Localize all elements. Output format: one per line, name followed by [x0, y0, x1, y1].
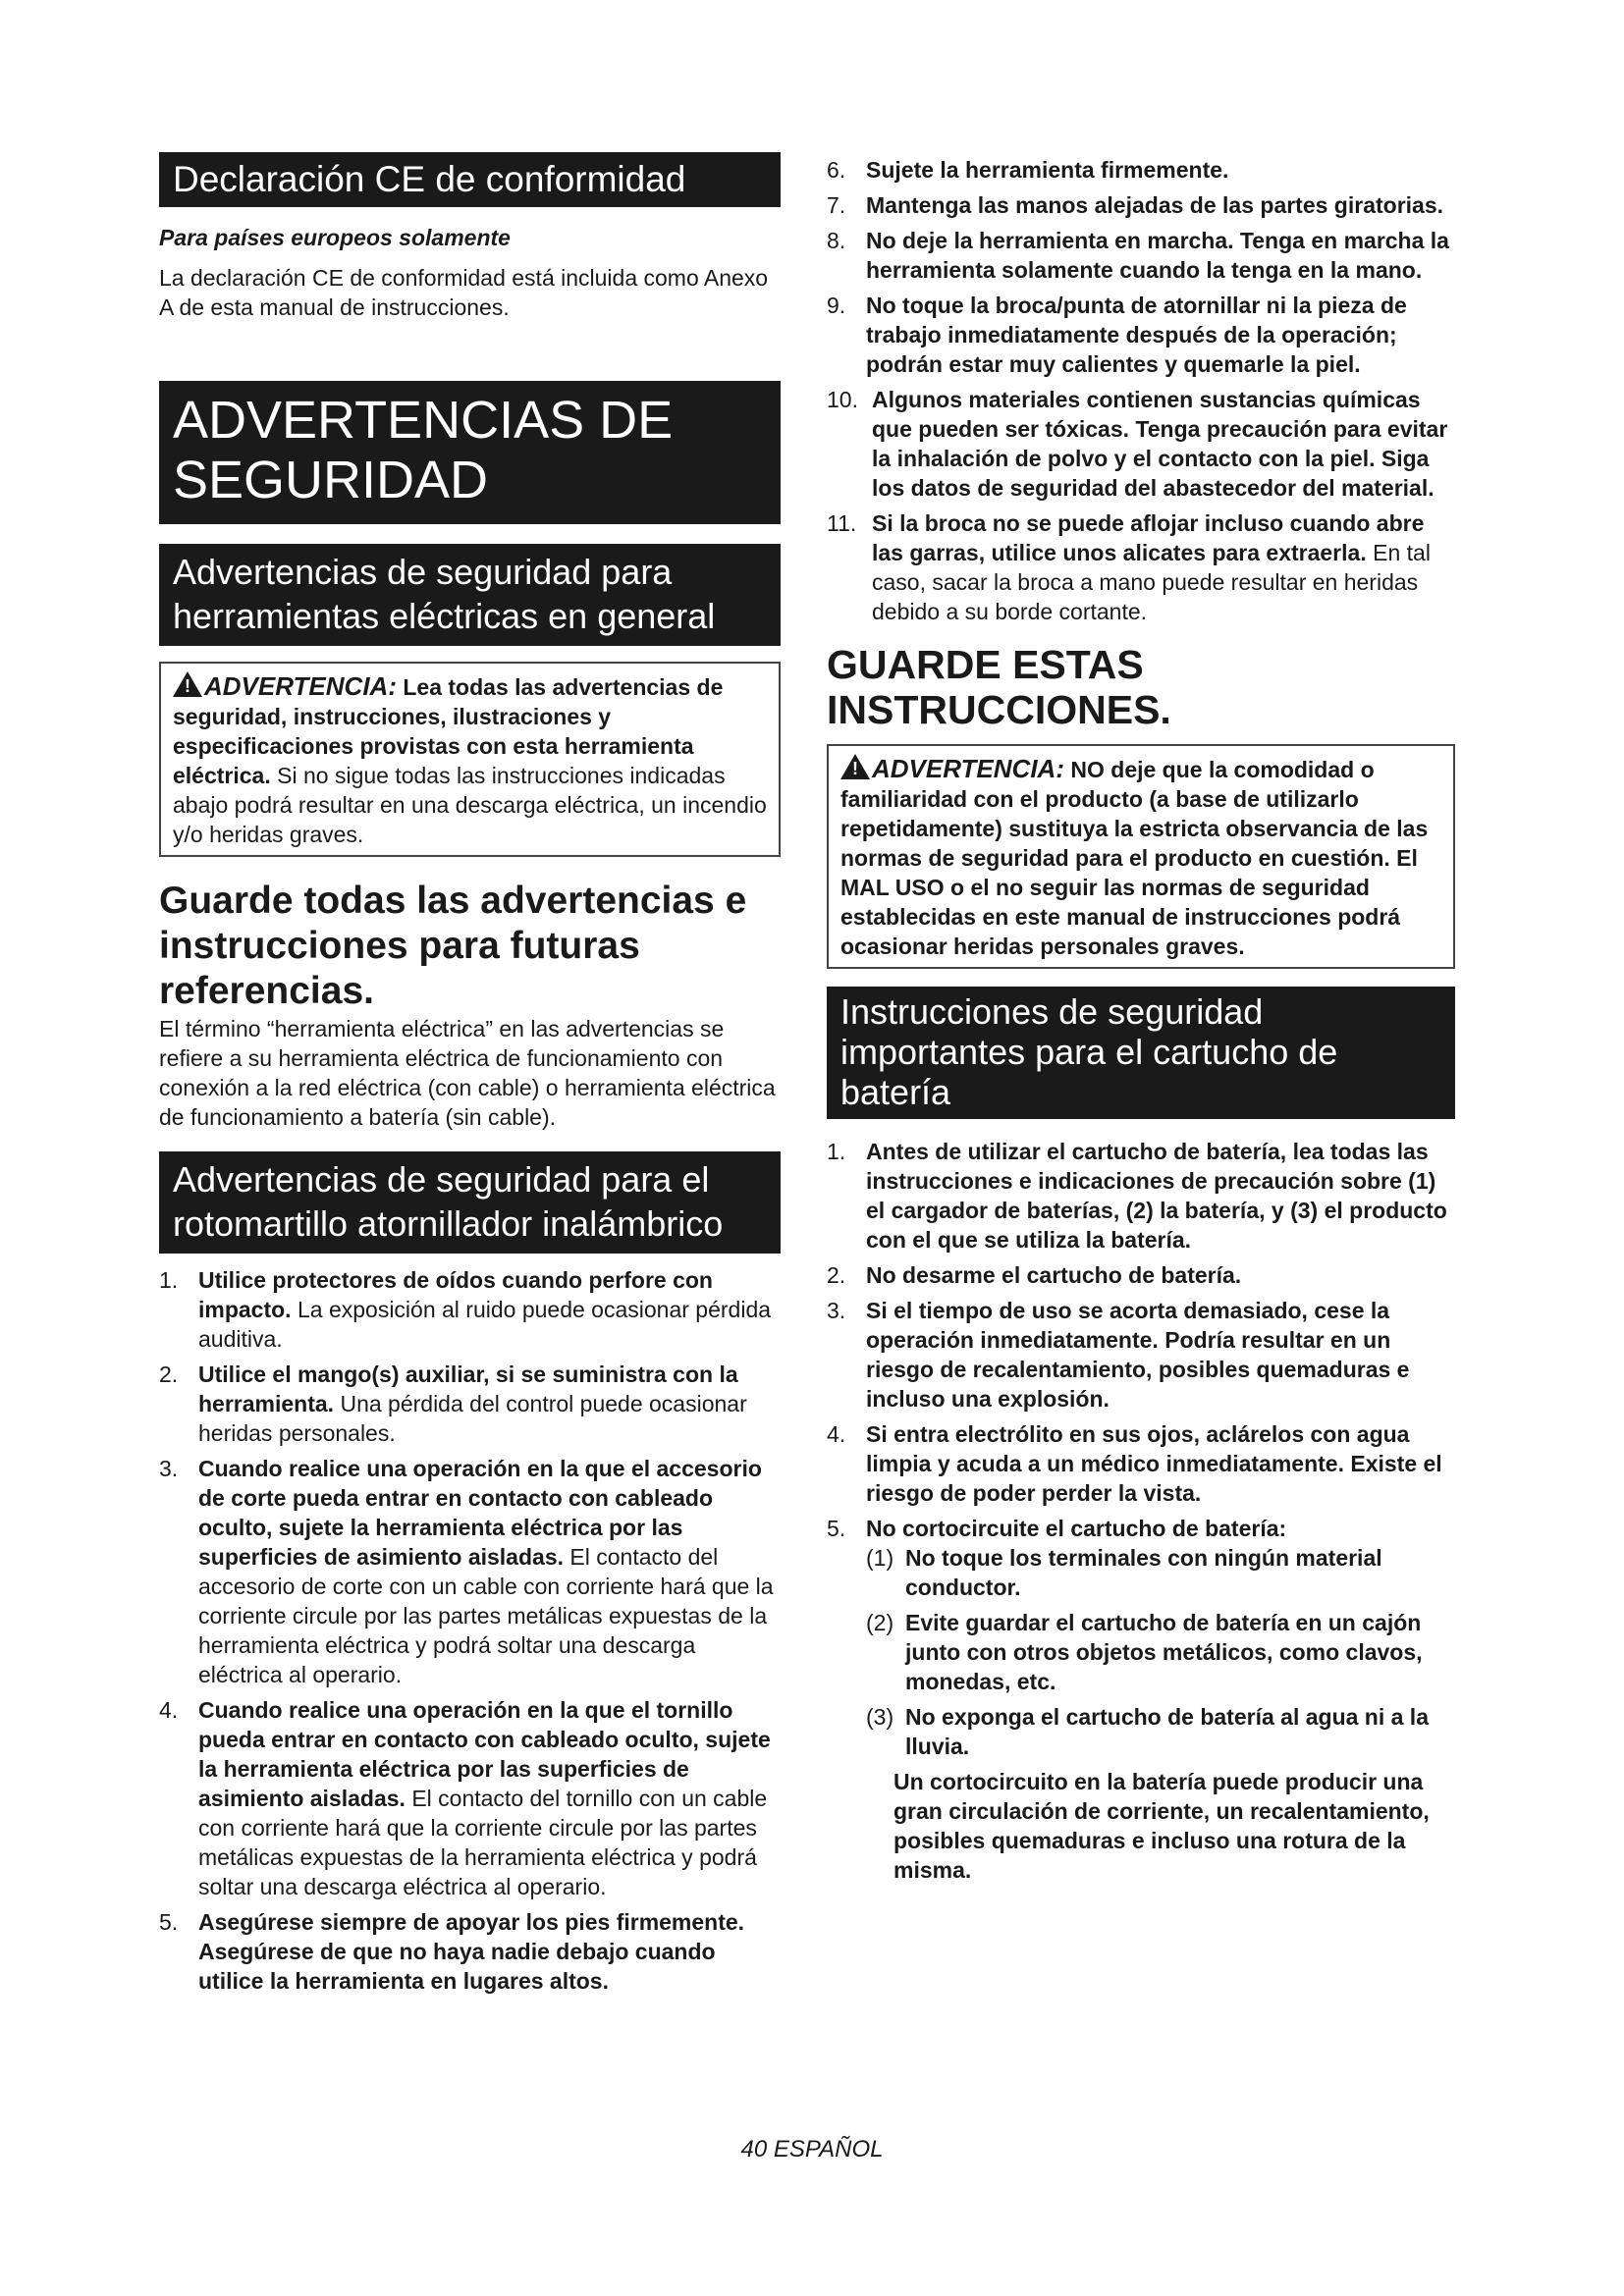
- general-warning-box: [159, 662, 781, 857]
- list-item: 1. Utilice protectores de oídos cuando perfore con impacto. La exposición al ruido puede ocasionar pérdida auditiva.: [159, 1267, 772, 1352]
- warning-triangle-icon: [173, 671, 202, 697]
- roto-banner: Advertencias de seguridad para el rotomartillo atornillador inalámbrico: [159, 1151, 781, 1254]
- ce-text: La declaración CE de conformidad está incluida como Anexo A de esta manual de instrucciones.: [159, 265, 769, 320]
- list-item: 10. Algunos materiales contienen sustancias químicas que pueden ser tóxicas. Tenga precaución para evitar la inhalación de polvo y el contacto con la piel. Siga los datos de seguridad del abastecedor del material.: [827, 387, 1448, 501]
- safety-banner-line2: SEGURIDAD: [173, 451, 489, 509]
- safety-banner: [159, 381, 781, 524]
- roto-list-left: [159, 1265, 781, 1996]
- battery-sublist: [866, 1543, 1455, 1761]
- save-all-heading: Guarde todas las advertencias e instrucciones para futuras referencias.: [159, 880, 747, 1012]
- list-item: 11. Si la broca no se puede aflojar incluso cuando abre las garras, utilice unos alicates para extraerla. En tal caso, sacar la broca a mano puede resultar en heridas debido a su borde cortante.: [827, 510, 1431, 624]
- list-item: 5. Asegúrese siempre de apoyar los pies firmemente. Asegúrese de que no haya nadie debajo cuando utilice la herramienta en lugares altos.: [159, 1909, 745, 1994]
- page-footer: 40 ESPAÑOL: [740, 2136, 884, 2163]
- warning-bold-text: Lea todas las advertencias de seguridad, instrucciones, ilustraciones y especificaciones provistas con esta herramienta eléctrica.: [173, 674, 724, 788]
- ce-subtitle: Para países europeos solamente: [159, 225, 511, 250]
- list-item: 9. No toque la broca/punta de atornillar ni la pieza de trabajo inmediatamente después de la operación; podrán estar muy calientes y quemarle la piel.: [827, 293, 1407, 377]
- list-item: 3. Cuando realice una operación en la que el accesorio de corte pueda entrar en contacto con cableado oculto, sujete la herramienta eléctrica por las superficies de asimiento aisladas. El contacto del accesorio de corte con un cable con corriente hará que la corriente circule por las partes metálicas expuestas de la herramienta eléctrica y podrá soltar una descarga eléctrica al operario.: [159, 1456, 774, 1687]
- warning-label: ADVERTENCIA:: [204, 671, 397, 701]
- sub-list-item: (2) Evite guardar el cartucho de batería en un cajón junto con otros objetos metálicos, como clavos, monedas, etc.: [866, 1610, 1423, 1694]
- sub-list-item: (3) No exponga el cartucho de batería al agua ni a la lluvia.: [866, 1704, 1429, 1759]
- battery-banner: Instrucciones de seguridad importantes para el cartucho de batería: [827, 987, 1455, 1119]
- list-item: 1. Antes de utilizar el cartucho de batería, lea todas las instrucciones e indicaciones de precaución sobre (1) el cargador de baterías, (2) la batería, y (3) el producto con el que se utiliza la batería.: [827, 1139, 1447, 1253]
- list-item: 8. No deje la herramienta en marcha. Tenga en marcha la herramienta solamente cuando la tenga en la mano.: [827, 228, 1449, 283]
- list-item: 7. Mantenga las manos alejadas de las partes giratorias.: [827, 192, 1444, 218]
- save-instructions-heading: GUARDE ESTAS INSTRUCCIONES.: [827, 642, 1171, 732]
- battery-note: Un cortocircuito en la batería puede producir una gran circulación de corriente, un recalentamiento, posibles quemaduras e incluso una rotura de la misma.: [893, 1769, 1430, 1883]
- ce-banner: Declaración CE de conformidad: [159, 152, 781, 207]
- safety-banner-line1: ADVERTENCIAS DE: [173, 391, 674, 450]
- warning-label: ADVERTENCIA:: [872, 754, 1064, 783]
- warning-triangle-icon: [840, 754, 870, 779]
- roto-list-right: [827, 155, 1455, 626]
- sub-list-item: (1) No toque los terminales con ningún material conductor.: [866, 1545, 1382, 1600]
- list-item: 2. Utilice el mango(s) auxiliar, si se suministra con la herramienta. Una pérdida del control puede ocasionar heridas personales.: [159, 1362, 747, 1446]
- list-item: 4. Cuando realice una operación en la que el tornillo pueda entrar en contacto con cableado oculto, sujete la herramienta eléctrica por las superficies de asimiento aisladas. El contacto del tornillo con un cable con corriente hará que la corriente circule por las partes metálicas expuestas de la herramienta eléctrica y podrá soltar una descarga eléctrica al operario.: [159, 1697, 771, 1899]
- right-column: [827, 155, 1455, 1891]
- warning-text: Si no sigue todas las instrucciones indicadas abajo podrá resultar en una descarga eléctrica, un incendio y/o heridas graves.: [173, 763, 767, 847]
- list-item: 6. Sujete la herramienta firmemente.: [827, 157, 1229, 183]
- save-warning-box: [827, 744, 1455, 969]
- list-item: 3. Si el tiempo de uso se acorta demasiado, cese la operación inmediatamente. Podría resultar en un riesgo de recalentamiento, posibles quemaduras e incluso una explosión.: [827, 1298, 1410, 1412]
- general-banner: Advertencias de seguridad para herramientas eléctricas en general: [159, 544, 781, 646]
- list-item: 4. Si entra electrólito en sus ojos, aclárelos con agua limpia y acuda a un médico inmediatamente. Existe el riesgo de poder perder la vista.: [827, 1421, 1442, 1506]
- list-item: 5. No cortocircuite el cartucho de batería: (1) No toque los terminales con ningún material conductor. (2) Evite guardar el cartucho de batería en un cajón junto con otros objetos metálicos, como clavos, monedas, etc. (3) No exponga el cartucho de batería al agua ni a la lluvia. Un cortocircuito en la batería puede producir una gran circulación de corriente, un recalentamiento, posibles quemaduras e incluso una rotura de la misma.: [827, 1514, 1455, 1885]
- save-all-text: El término “herramienta eléctrica” en las advertencias se refiere a su herramienta eléctrica de funcionamiento con conexión a la red eléctrica (con cable) o herramienta eléctrica de funcionamiento a batería (sin cable).: [159, 1016, 776, 1130]
- list-item: 2. No desarme el cartucho de batería.: [827, 1262, 1242, 1288]
- battery-list: [827, 1137, 1455, 1885]
- warning-bold-text: NO deje que la comodidad o familiaridad con el producto (a base de utilizarlo repetidamente) sustituya la estricta observancia de las normas de seguridad para el producto en cuestión. El MAL USO o el no seguir las normas de seguridad establecidas en este manual de instrucciones podrá ocasionar heridas personales graves.: [840, 757, 1429, 959]
- left-column: [159, 152, 781, 2002]
